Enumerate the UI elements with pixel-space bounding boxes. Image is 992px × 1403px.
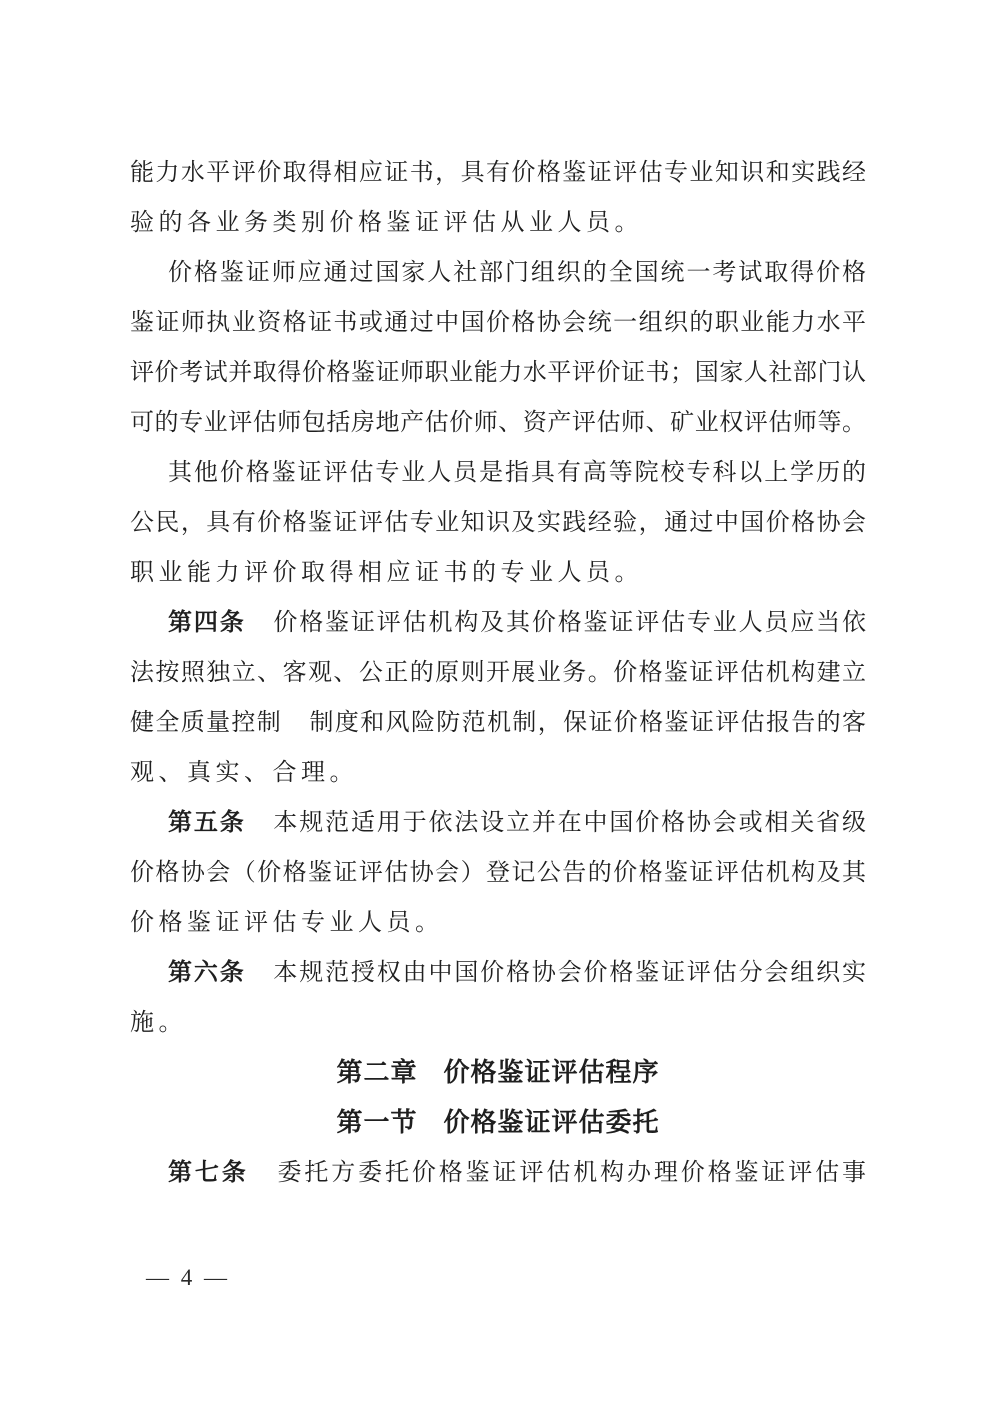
text-line: 验的各业务类别价格鉴证评估从业人员。 bbox=[130, 210, 643, 236]
text-segment: 制度和风险防范机制，保证价格鉴证评估报告的客 bbox=[308, 710, 867, 736]
text-line: 施。 bbox=[130, 1010, 187, 1036]
article-7-number: 第七条 bbox=[168, 1160, 249, 1186]
text-line: 鉴证师执业资格证书或通过中国价格协会统一组织的职业能力水平 bbox=[130, 310, 866, 336]
chapter-title: 价格鉴证评估程序 bbox=[443, 1058, 660, 1087]
article-6-text: 本规范授权由中国价格协会价格鉴证评估分会组织实 bbox=[271, 960, 867, 986]
document-body bbox=[130, 148, 866, 1198]
article-6-number: 第六条 bbox=[168, 960, 246, 986]
article-4-text: 价格鉴证评估机构及其价格鉴证评估专业人员应当依 bbox=[271, 610, 867, 636]
text-line: 价格鉴证评估专业人员。 bbox=[130, 910, 444, 936]
text-line: 公民，具有价格鉴证评估专业知识及实践经验，通过中国价格协会 bbox=[130, 510, 866, 536]
text-line: 职业能力评价取得相应证书的专业人员。 bbox=[130, 560, 643, 586]
text-line: 法按照独立、客观、公正的原则开展业务。价格鉴证评估机构建立 bbox=[130, 660, 866, 686]
text-line: 可的专业评估师包括房地产估价师、资产评估师、矿业权评估师等。 bbox=[130, 410, 866, 436]
text-line: 价格协会（价格鉴证评估协会）登记公告的价格鉴证评估机构及其 bbox=[130, 860, 866, 886]
text-line: 观、真实、合理。 bbox=[130, 760, 358, 786]
section-heading bbox=[130, 1098, 866, 1148]
section-title: 价格鉴证评估委托 bbox=[443, 1108, 660, 1137]
chapter-heading bbox=[130, 1048, 866, 1098]
article-7-text: 委托方委托价格鉴证评估机构办理价格鉴证评估事 bbox=[274, 1160, 866, 1186]
chapter-number: 第二章 bbox=[336, 1058, 418, 1087]
article-7-line bbox=[130, 1148, 866, 1198]
text-line bbox=[130, 698, 866, 748]
article-5-line bbox=[130, 798, 866, 848]
article-5-text: 本规范适用于依法设立并在中国价格协会或相关省级 bbox=[271, 810, 867, 836]
article-6-line bbox=[130, 948, 866, 998]
text-segment: 健全质量控制 bbox=[130, 710, 283, 736]
article-4-line bbox=[130, 598, 866, 648]
text-line: 能力水平评价取得相应证书，具有价格鉴证评估专业知识和实践经 bbox=[130, 160, 866, 186]
article-4-number: 第四条 bbox=[168, 610, 246, 636]
text-line: 评价考试并取得价格鉴证师职业能力水平评价证书；国家人社部门认 bbox=[130, 360, 866, 386]
page-number: — 4 — bbox=[146, 1265, 230, 1290]
text-line: 其他价格鉴证评估专业人员是指具有高等院校专科以上学历的 bbox=[168, 460, 866, 486]
section-number: 第一节 bbox=[336, 1108, 418, 1137]
text-line: 价格鉴证师应通过国家人社部门组织的全国统一考试取得价格 bbox=[168, 260, 866, 286]
article-5-number: 第五条 bbox=[168, 810, 246, 836]
